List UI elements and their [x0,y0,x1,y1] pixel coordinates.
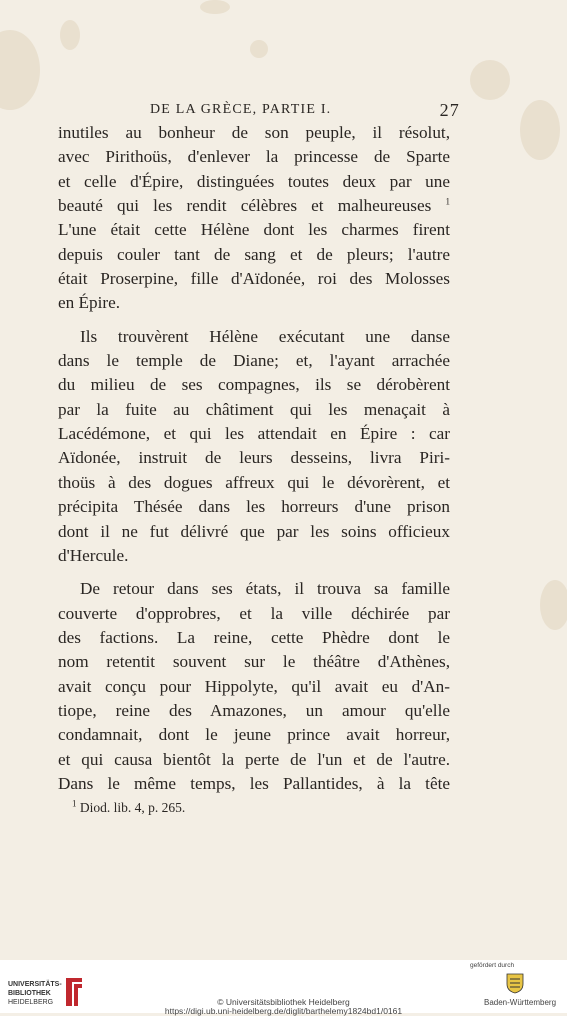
text-line-content: du milieu de ses compagnes, ils se dérobèrent [58,375,450,395]
text-line [58,349,450,373]
text-line-content: en Épire. [58,293,121,313]
text-line [58,373,450,397]
text-line-content: d'Hercule. [58,545,129,565]
text-line-content: Ils trouvèrent Hélène exécutant une danse [80,326,450,346]
text-line [58,291,450,315]
paragraph-gap [58,316,450,325]
text-line [58,544,450,568]
text-line [58,267,450,291]
funder-name: Baden-Württemberg [484,998,557,1007]
text-line [58,243,450,267]
text-line-content: thoüs à des dogues affreux qui le dévorèrent, et [58,472,450,492]
text-line-content: condamnait, dont le jeune prince avait horreur, [58,725,450,745]
text-line-content: par la fuite au châtiment qui les menaçait à [58,399,450,419]
footnote-marker: 1 [72,798,77,809]
copyright-text: © Universitätsbibliothek Heidelberg [217,997,350,1007]
footnote-reference: 1 [445,196,450,207]
text-line [58,626,450,650]
text-line-content: De retour dans ses états, il trouva sa famille [80,579,450,599]
text-line-content: couverte d'opprobres, et la ville déchirée par [58,603,450,623]
text-line [58,723,450,747]
text-line [58,121,450,145]
body-text [58,121,450,796]
text-line-content: précipita Thésée dans les horreurs d'une prison [58,497,450,517]
text-line-content: et qui causa bientôt la perte de l'un et de l'autre. [58,749,450,769]
text-line [58,471,450,495]
page-number: 27 [439,100,460,120]
text-line [58,446,450,470]
text-line-content: avec Pirithoüs, d'enlever la princesse de Sparte [58,147,450,167]
text-line-content: dans le temple de Diane; et, l'ayant arrachée [58,351,450,371]
text-line [58,577,450,601]
library-name-line1: UNIVERSITÄTS- [8,981,62,988]
source-url-link[interactable]: https://digi.ub.uni-heidelberg.de/diglit/barthelemy1824bd1/0161 [164,1006,403,1016]
text-line-content: était Proserpine, fille d'Aïdonée, roi des Molosses [58,269,450,289]
coat-of-arms-icon [504,971,526,995]
text-line [58,772,450,796]
footer-bar [0,960,567,1016]
text-line [58,422,450,446]
text-line-content: des factions. La reine, cette Phèdre dont le [58,627,450,647]
text-line-content: avait conçu pour Hippolyte, qu'il avait eu d'An- [58,676,450,696]
footnote-text: Diod. lib. 4, p. 265. [79,800,186,815]
text-line-content: dont il ne fut délivré que par les soins officieux [58,521,450,541]
funded-by-label: gefördert durch [470,962,515,969]
text-line [58,602,450,626]
text-line-content: tiope, reine des Amazones, un amour qu'elle [58,700,450,720]
text-line [58,218,450,242]
text-line-content: Aïdonée, instruit de leurs desseins, livra Piri- [58,448,450,468]
text-line [58,325,450,349]
text-line-content: L'une était cette Hélène dont les charmes firent [58,220,450,240]
text-line [58,170,450,194]
paragraph-gap [58,568,450,577]
text-line-content: nom retentit souvent sur le théâtre d'Athènes, [58,652,450,672]
text-line-content: beauté qui les rendit célèbres et malheureuses [58,196,432,216]
text-line [58,398,450,422]
text-line [58,675,450,699]
text-line [58,650,450,674]
funder-logo [462,962,562,1010]
text-line [58,194,450,218]
text-line [58,495,450,519]
text-line-content: Lacédémone, et qui les attendait en Épire : car [58,424,450,444]
text-line [58,699,450,723]
text-line-content: depuis couler tant de sang et de pleurs; l'autre [58,244,450,264]
running-header [150,100,460,120]
text-line [58,748,450,772]
library-name-line3: HEIDELBERG [8,999,54,1006]
text-line [58,145,450,169]
text-line-content: Dans le même temps, les Pallantides, à la tête [58,773,450,793]
library-name-line2: BIBLIOTHEK [8,990,51,997]
running-title: DE LA GRÈCE, PARTIE I. [150,102,332,117]
text-line-content: inutiles au bonheur de son peuple, il résolut, [58,123,450,142]
text-line-content: et celle d'Épire, distinguées toutes deux par une [58,171,450,191]
text-line [58,520,450,544]
footnote [72,800,185,816]
